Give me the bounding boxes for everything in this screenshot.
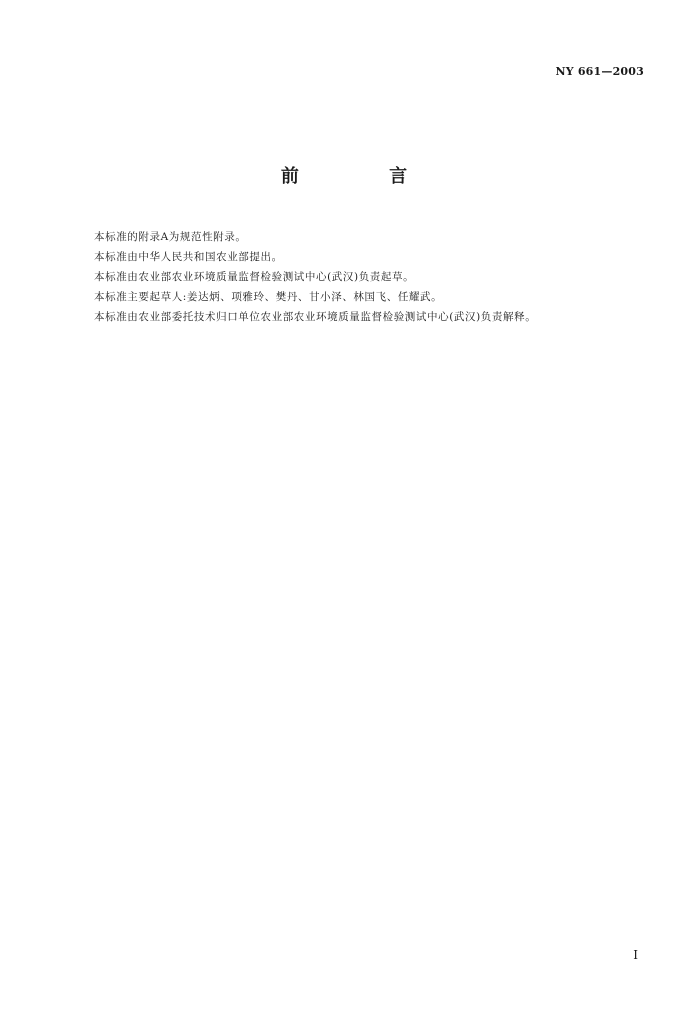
page-number: I — [633, 948, 638, 962]
foreword-line: 本标准主要起草人:姜达炳、项雅玲、樊丹、甘小泽、林国飞、任耀武。 — [94, 291, 443, 303]
foreword-line: 本标准的附录A为规范性附录。 — [94, 231, 247, 243]
foreword-line: 本标准由农业部农业环境质量监督检验测试中心(武汉)负责起草。 — [94, 271, 415, 283]
page-title: 前 言 — [280, 166, 450, 187]
foreword-line: 本标准由中华人民共和国农业部提出。 — [94, 251, 283, 263]
foreword-line: 本标准由农业部委托技术归口单位农业部农业环境质量监督检验测试中心(武汉)负责解释。 — [94, 311, 537, 323]
standard-code: NY 661—2003 — [555, 65, 644, 78]
foreword-body — [94, 227, 654, 327]
